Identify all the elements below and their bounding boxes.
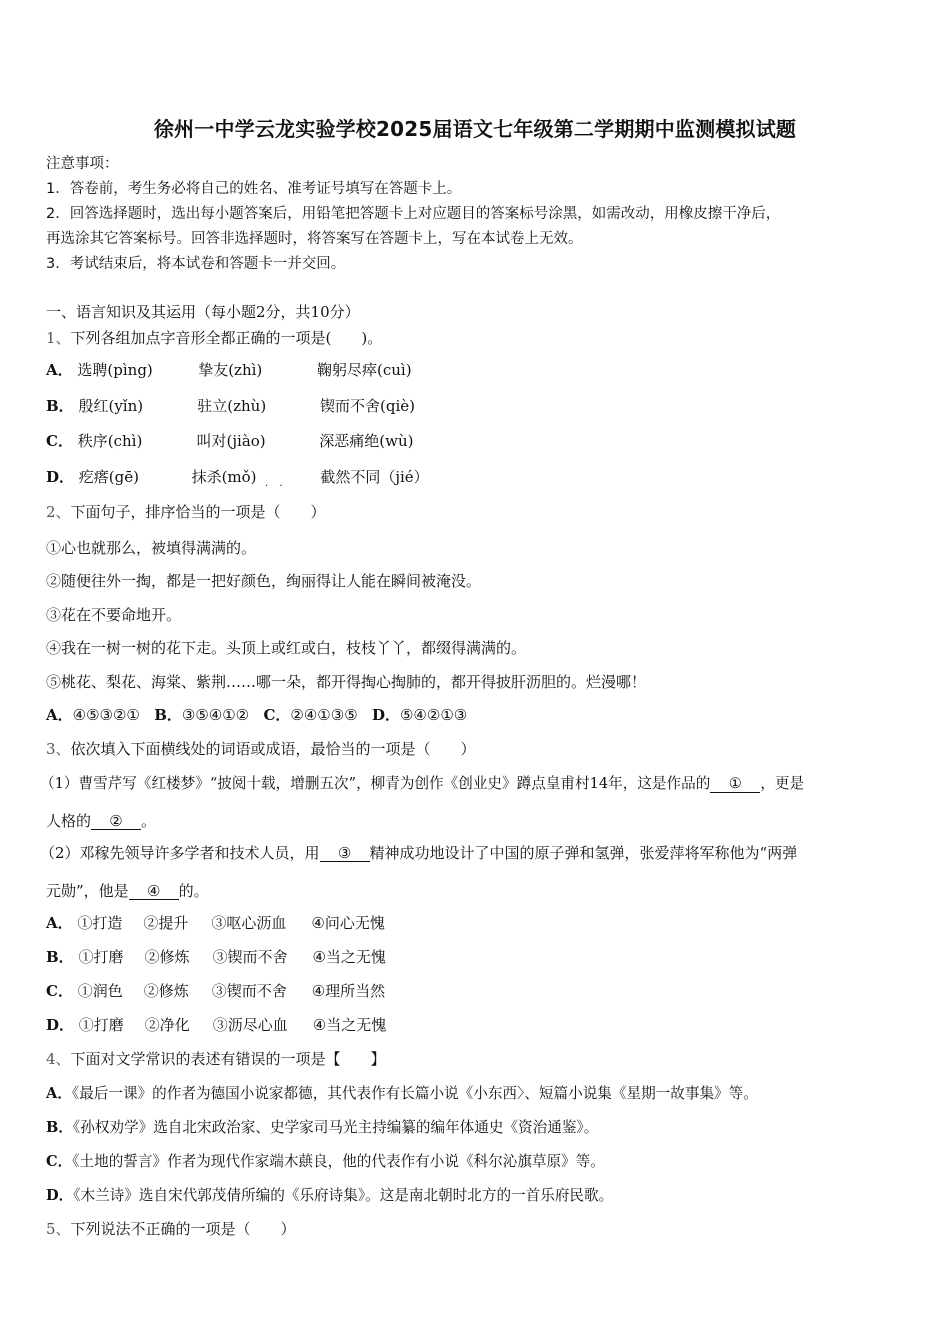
question-4 (46, 1048, 386, 1069)
option-item: 锲而不舍(qiè) (320, 397, 416, 415)
q3-passage-1 (40, 772, 804, 793)
option-item: ③锲而不舍 (212, 948, 288, 966)
question-2 (46, 501, 326, 522)
option-label: A． (46, 914, 73, 932)
passage-text: 。 (141, 812, 157, 830)
question-stem: 下面对文学常识的表述有错误的一项是【 】 (70, 1050, 386, 1068)
sentence-1: ①心也就那么，被填得满满的。 (46, 539, 257, 557)
question-5 (46, 1218, 296, 1239)
sentence-3: ③花在不要命地开。 (46, 606, 182, 624)
option-item: 选聘(pìng) (77, 361, 153, 379)
question-stem: 下面句子，排序恰当的一项是（ ） (70, 503, 326, 521)
option-label: A． (46, 706, 73, 724)
option-text: 《最后一课》的作者为德国小说家都德，其代表作有长篇小说《小东西〉、短篇小说集《星期一故事集》等。 (71, 1085, 758, 1102)
q3-passage-1-cont (46, 810, 156, 831)
sentence-2: ②随便往外一掏，都是一把好颜色，绚丽得让人能在瞬间被淹没。 (46, 572, 482, 590)
passage-text: 人格的 (46, 812, 92, 830)
passage-text: 元勋”，他是 (46, 882, 129, 900)
question-stem: 依次填入下面横线处的词语或成语，最恰当的一项是（ ） (70, 740, 476, 758)
option-item: ①打磨 (78, 948, 124, 966)
option-text: ④⑤③②① (72, 706, 140, 724)
page-title: 徐州一中学云龙实验学校2025届语文七年级第二学期期中监测模拟试题 (153, 117, 797, 141)
q3-option-a[interactable] (46, 912, 385, 933)
q1-option-c[interactable] (46, 430, 414, 451)
blank-1: ① (710, 776, 760, 793)
option-item: 秩序(chì) (77, 432, 143, 450)
q1-option-a[interactable] (46, 359, 412, 380)
option-label: B． (154, 706, 182, 724)
q4-option-c[interactable] (46, 1150, 605, 1171)
section-heading: 一、语言知识及其运用（每小题2分，共10分） (46, 303, 360, 321)
q4-option-b[interactable] (46, 1116, 598, 1137)
sentence-5: ⑤桃花、梨花、海棠、紫荆……哪一朵，都开得掏心掏肺的，都开得披肝沥胆的。烂漫哪！ (46, 673, 647, 691)
q3-passage-2-cont (46, 880, 209, 901)
option-item: 殷红(yǐn) (78, 397, 144, 415)
option-item: ③锲而不舍 (211, 982, 287, 1000)
option-label: B． (46, 948, 74, 966)
option-item: ④理所当然 (311, 982, 386, 1000)
q3-option-b[interactable] (46, 946, 386, 967)
notice-item-1: 1．答卷前，考生务必将自己的姓名、准考证号填写在答题卡上。 (46, 181, 462, 197)
blank-2: ② (91, 813, 141, 830)
passage-text: （2）邓稼先领导许多学者和技术人员，用 (40, 844, 320, 862)
passage-text: ，更是 (760, 775, 805, 792)
option-item: 深恶痛绝(wù) (319, 432, 414, 450)
option-item: ②净化 (144, 1016, 190, 1034)
option-label: D． (46, 468, 75, 486)
q2-option-b[interactable] (154, 706, 249, 724)
question-number: 5、 (46, 1220, 71, 1238)
question-stem: 下列说法不正确的一项是（ ） (70, 1220, 296, 1238)
q1-option-b[interactable] (46, 395, 415, 416)
question-number: 1、 (46, 329, 71, 347)
blank-4: ④ (129, 883, 179, 900)
option-item: 叫对(jiào) (196, 432, 266, 450)
option-item: ③沥尽心血 (212, 1016, 288, 1034)
option-item: 抹杀(mǒ) (191, 468, 257, 486)
option-item: ①打造 (77, 914, 123, 932)
option-item: ②提升 (143, 914, 189, 932)
option-text: 《土地的誓言》作者为现代作家端木蕻良，他的代表作有小说《科尔沁旗草原》等。 (72, 1153, 605, 1170)
option-label: A． (46, 361, 73, 379)
option-item: ④问心无愧 (311, 914, 385, 932)
emphasis-dots: . . (265, 478, 287, 489)
option-item: ②修炼 (144, 948, 190, 966)
q4-option-a[interactable] (46, 1082, 758, 1103)
blank-3: ③ (320, 845, 370, 862)
option-text: ②④①③⑤ (290, 706, 358, 724)
option-label: D． (46, 1016, 75, 1034)
option-label: C． (46, 1153, 73, 1170)
option-item: ④当之无愧 (312, 948, 386, 966)
question-number: 4、 (46, 1050, 71, 1068)
option-item: 疙瘩(gē) (78, 468, 139, 486)
option-item: ①润色 (77, 982, 123, 1000)
option-text: ③⑤④①② (181, 706, 250, 724)
q3-passage-2 (40, 842, 797, 863)
option-item: 截然不同（jié） (320, 468, 429, 486)
option-label: B． (46, 1119, 73, 1136)
option-text: 《木兰诗》选自宋代郭茂倩所编的《乐府诗集》。这是南北朝时北方的一首乐府民歌。 (73, 1187, 614, 1204)
q2-option-d[interactable] (372, 706, 467, 724)
notice-item-2: 2．回答选择题时，选出每小题答案后，用铅笔把答题卡上对应题目的答案标号涂黑，如需改动，用橡皮擦干净后， (46, 206, 781, 222)
sentence-4: ④我在一树一树的花下走。头顶上或红或白，枝枝丫丫，都缀得满满的。 (46, 639, 527, 657)
option-label: D． (46, 1187, 74, 1204)
q2-option-c[interactable] (263, 706, 357, 724)
option-item: ②修炼 (143, 982, 189, 1000)
option-item: 挚友(zhì) (198, 361, 263, 379)
option-label: B． (46, 397, 74, 415)
notice-item-3: 3．考试结束后，将本试卷和答题卡一并交回。 (46, 256, 346, 272)
notice-heading: 注意事项： (46, 156, 119, 172)
option-item: 鞠躬尽瘁(cuì) (316, 361, 412, 379)
q2-option-a[interactable] (46, 706, 140, 724)
passage-text: 精神成功地设计了中国的原子弹和氢弹，张爱萍将军称他为“两弹 (369, 844, 798, 862)
option-item: ③呕心沥血 (211, 914, 287, 932)
q2-options (46, 704, 467, 725)
question-3 (46, 738, 476, 759)
option-label: C． (263, 706, 291, 724)
question-stem: 下列各组加点字音形全都正确的一项是( )。 (70, 329, 383, 347)
question-1 (46, 327, 382, 348)
option-item: ④当之无愧 (312, 1016, 387, 1034)
q4-option-d[interactable] (46, 1184, 613, 1205)
option-item: 驻立(zhù) (197, 397, 267, 415)
passage-text: （1）曹雪芹写《红楼梦》“披阅十载，增删五次”，柳青为创作《创业史》蹲点皇甫村14年，这是作品的 (40, 775, 711, 792)
q1-option-d[interactable] (46, 466, 429, 487)
q3-option-c[interactable] (46, 980, 385, 1001)
question-number: 3、 (46, 740, 71, 758)
notice-item-2-cont: 再选涂其它答案标号。回答非选择题时，将答案写在答题卡上，写在本试卷上无效。 (46, 231, 583, 247)
option-item: ①打磨 (78, 1016, 124, 1034)
q3-option-d[interactable] (46, 1014, 386, 1035)
option-label: A． (46, 1085, 72, 1102)
question-number: 2、 (46, 503, 71, 521)
option-label: D． (371, 706, 400, 724)
option-text: ⑤④②①③ (399, 706, 468, 724)
option-text: 《孙权劝学》选自北宋政治家、史学家司马光主持编纂的编年体通史《资治通鉴》。 (72, 1119, 599, 1136)
option-label: C． (46, 982, 73, 1000)
passage-text: 的。 (178, 882, 209, 900)
option-label: C． (46, 432, 73, 450)
